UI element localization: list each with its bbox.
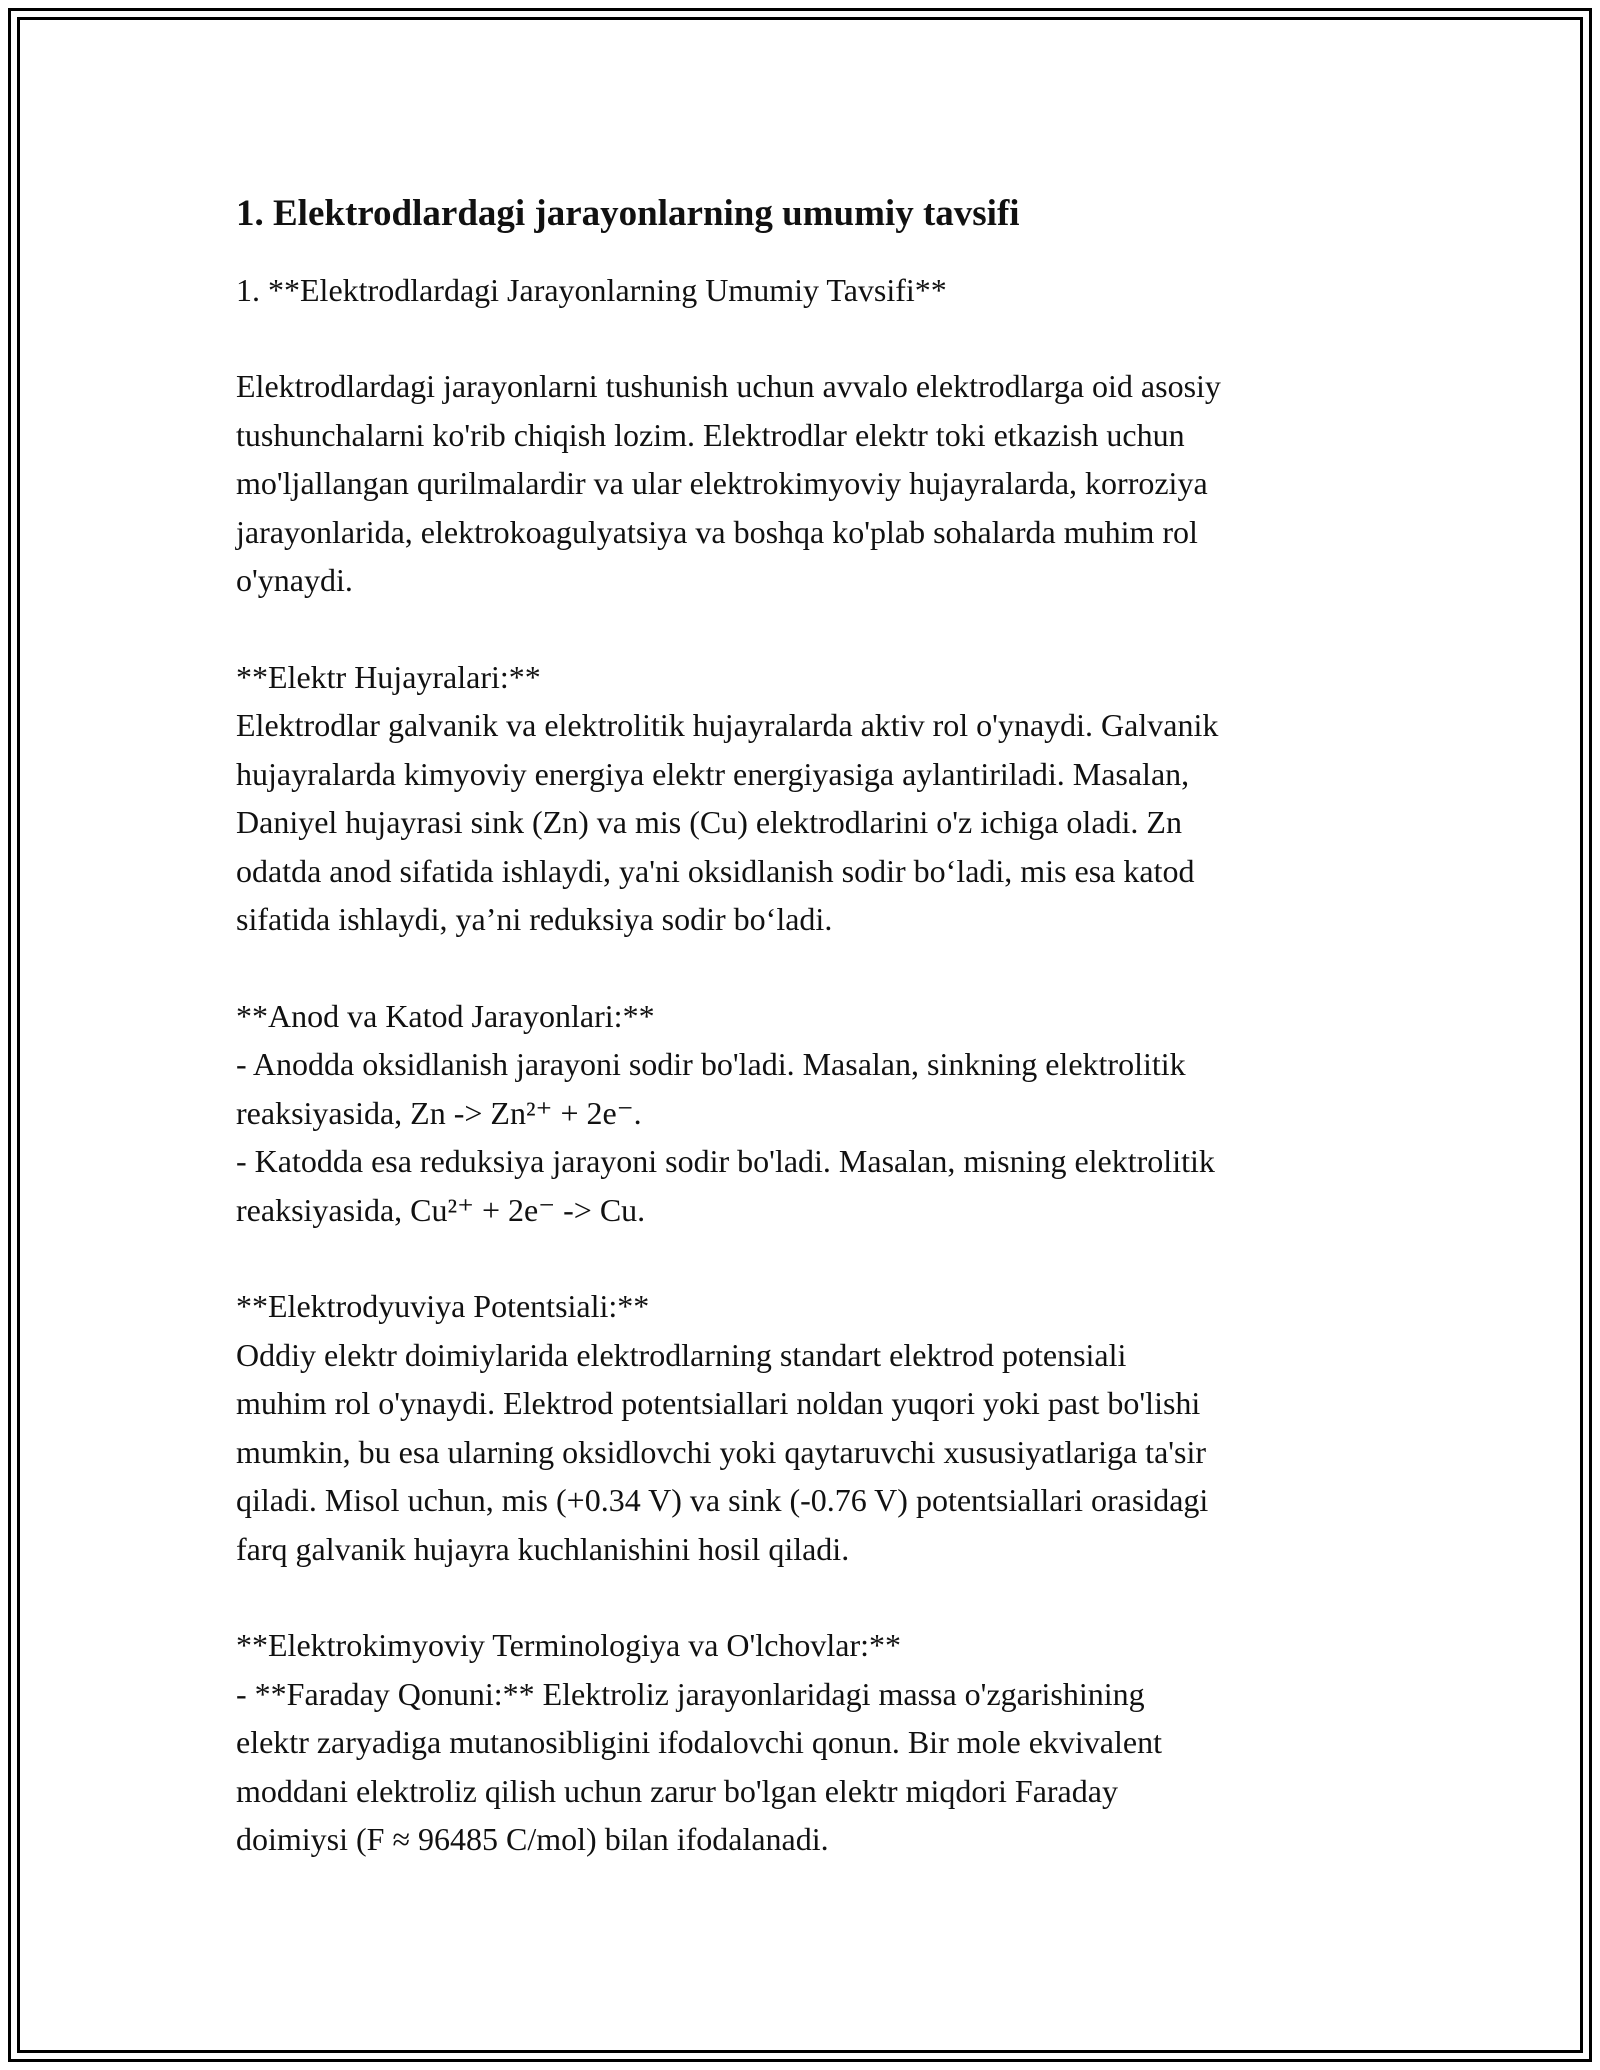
list-item-line: elektr zaryadiga mutanosibligini ifodalovchi qonun. Bir mole ekvivalent bbox=[236, 1724, 1162, 1760]
paragraph-line: farq galvanik hujayra kuchlanishini hosil qiladi. bbox=[236, 1530, 850, 1567]
paragraph-line: qiladi. Misol uchun, mis (+0.34 V) va sink (-0.76 V) potentsiallari orasidagi bbox=[236, 1482, 1209, 1518]
list-item-line: - Anodda oksidlanish jarayoni sodir bo'ladi. Masalan, sinkning elektrolitik bbox=[236, 1046, 1186, 1082]
section-title: **Elektr Hujayralari:** bbox=[236, 658, 541, 695]
paragraph-line: mumkin, bu esa ularning oksidlovchi yoki qaytaruvchi xususiyatlariga ta'sir bbox=[236, 1433, 1207, 1470]
section-electric-cells bbox=[236, 653, 1376, 944]
section-anode-cathode bbox=[236, 992, 1376, 1235]
paragraph-line: Oddiy elektr doimiylarida elektrodlarning standart elektrod potensiali bbox=[236, 1336, 1127, 1373]
paragraph-line: Elektrodlar galvanik va elektrolitik hujayralarda aktiv rol o'ynaydi. Galvanik bbox=[236, 707, 1219, 743]
paragraph-line: Daniyel hujayrasi sink (Zn) va mis (Cu) elektrodlarini o'z ichiga oladi. Zn bbox=[236, 804, 1182, 840]
section-title: **Elektrokimyoviy Terminologiya va O'lchovlar:** bbox=[236, 1627, 902, 1663]
document-subheading: 1. **Elektrodlardagi Jarayonlarning Umumiy Tavsifi** bbox=[236, 272, 947, 308]
section-electrode-potential bbox=[236, 1282, 1376, 1573]
list-item-line: reaksiyasida, Zn -> Zn²⁺ + 2e⁻. bbox=[236, 1094, 642, 1131]
document-body bbox=[236, 190, 1376, 1912]
list-item-line: reaksiyasida, Cu²⁺ + 2e⁻ -> Cu. bbox=[236, 1191, 646, 1228]
section-title: **Anod va Katod Jarayonlari:** bbox=[236, 997, 655, 1034]
paragraph-line: muhim rol o'ynaydi. Elektrod potentsiallari noldan yuqori yoki past bo'lishi bbox=[236, 1385, 1201, 1421]
paragraph-line: o'ynaydi. bbox=[236, 562, 353, 598]
document-heading: 1. Elektrodlardagi jarayonlarning umumiy tavsifi bbox=[236, 193, 1020, 234]
paragraph-line: tushunchalarni ko'rib chiqish lozim. Elektrodlar elektr toki etkazish uchun bbox=[236, 416, 1185, 453]
list-item-line: - **Faraday Qonuni:** Elektroliz jarayonlaridagi massa o'zgarishining bbox=[236, 1675, 1145, 1712]
paragraph-line: Elektrodlardagi jarayonlarni tushunish uchun avvalo elektrodlarga oid asosiy bbox=[236, 368, 1221, 404]
section-terminology bbox=[236, 1621, 1376, 1864]
paragraph-introduction bbox=[236, 362, 1376, 605]
section-title: **Elektrodyuviya Potentsiali:** bbox=[236, 1288, 650, 1324]
paragraph-line: mo'ljallangan qurilmalardir va ular elektrokimyoviy hujayralarda, korroziya bbox=[236, 465, 1208, 501]
paragraph-line: odatda anod sifatida ishlaydi, ya'ni oksidlanish sodir bo‘ladi, mis esa katod bbox=[236, 852, 1195, 889]
list-item-line: doimiysi (F ≈ 96485 C/mol) bilan ifodalanadi. bbox=[236, 1821, 829, 1857]
paragraph-line: sifatida ishlaydi, ya’ni reduksiya sodir bo‘ladi. bbox=[236, 901, 833, 937]
paragraph-line: jarayonlarida, elektrokoagulyatsiya va boshqa ko'plab sohalarda muhim rol bbox=[236, 513, 1198, 550]
list-item-line: - Katodda esa reduksiya jarayoni sodir bo'ladi. Masalan, misning elektrolitik bbox=[236, 1143, 1215, 1179]
list-item-line: moddani elektroliz qilish uchun zarur bo'lgan elektr miqdori Faraday bbox=[236, 1772, 1118, 1809]
paragraph-line: hujayralarda kimyoviy energiya elektr energiyasiga aylantiriladi. Masalan, bbox=[236, 755, 1190, 792]
